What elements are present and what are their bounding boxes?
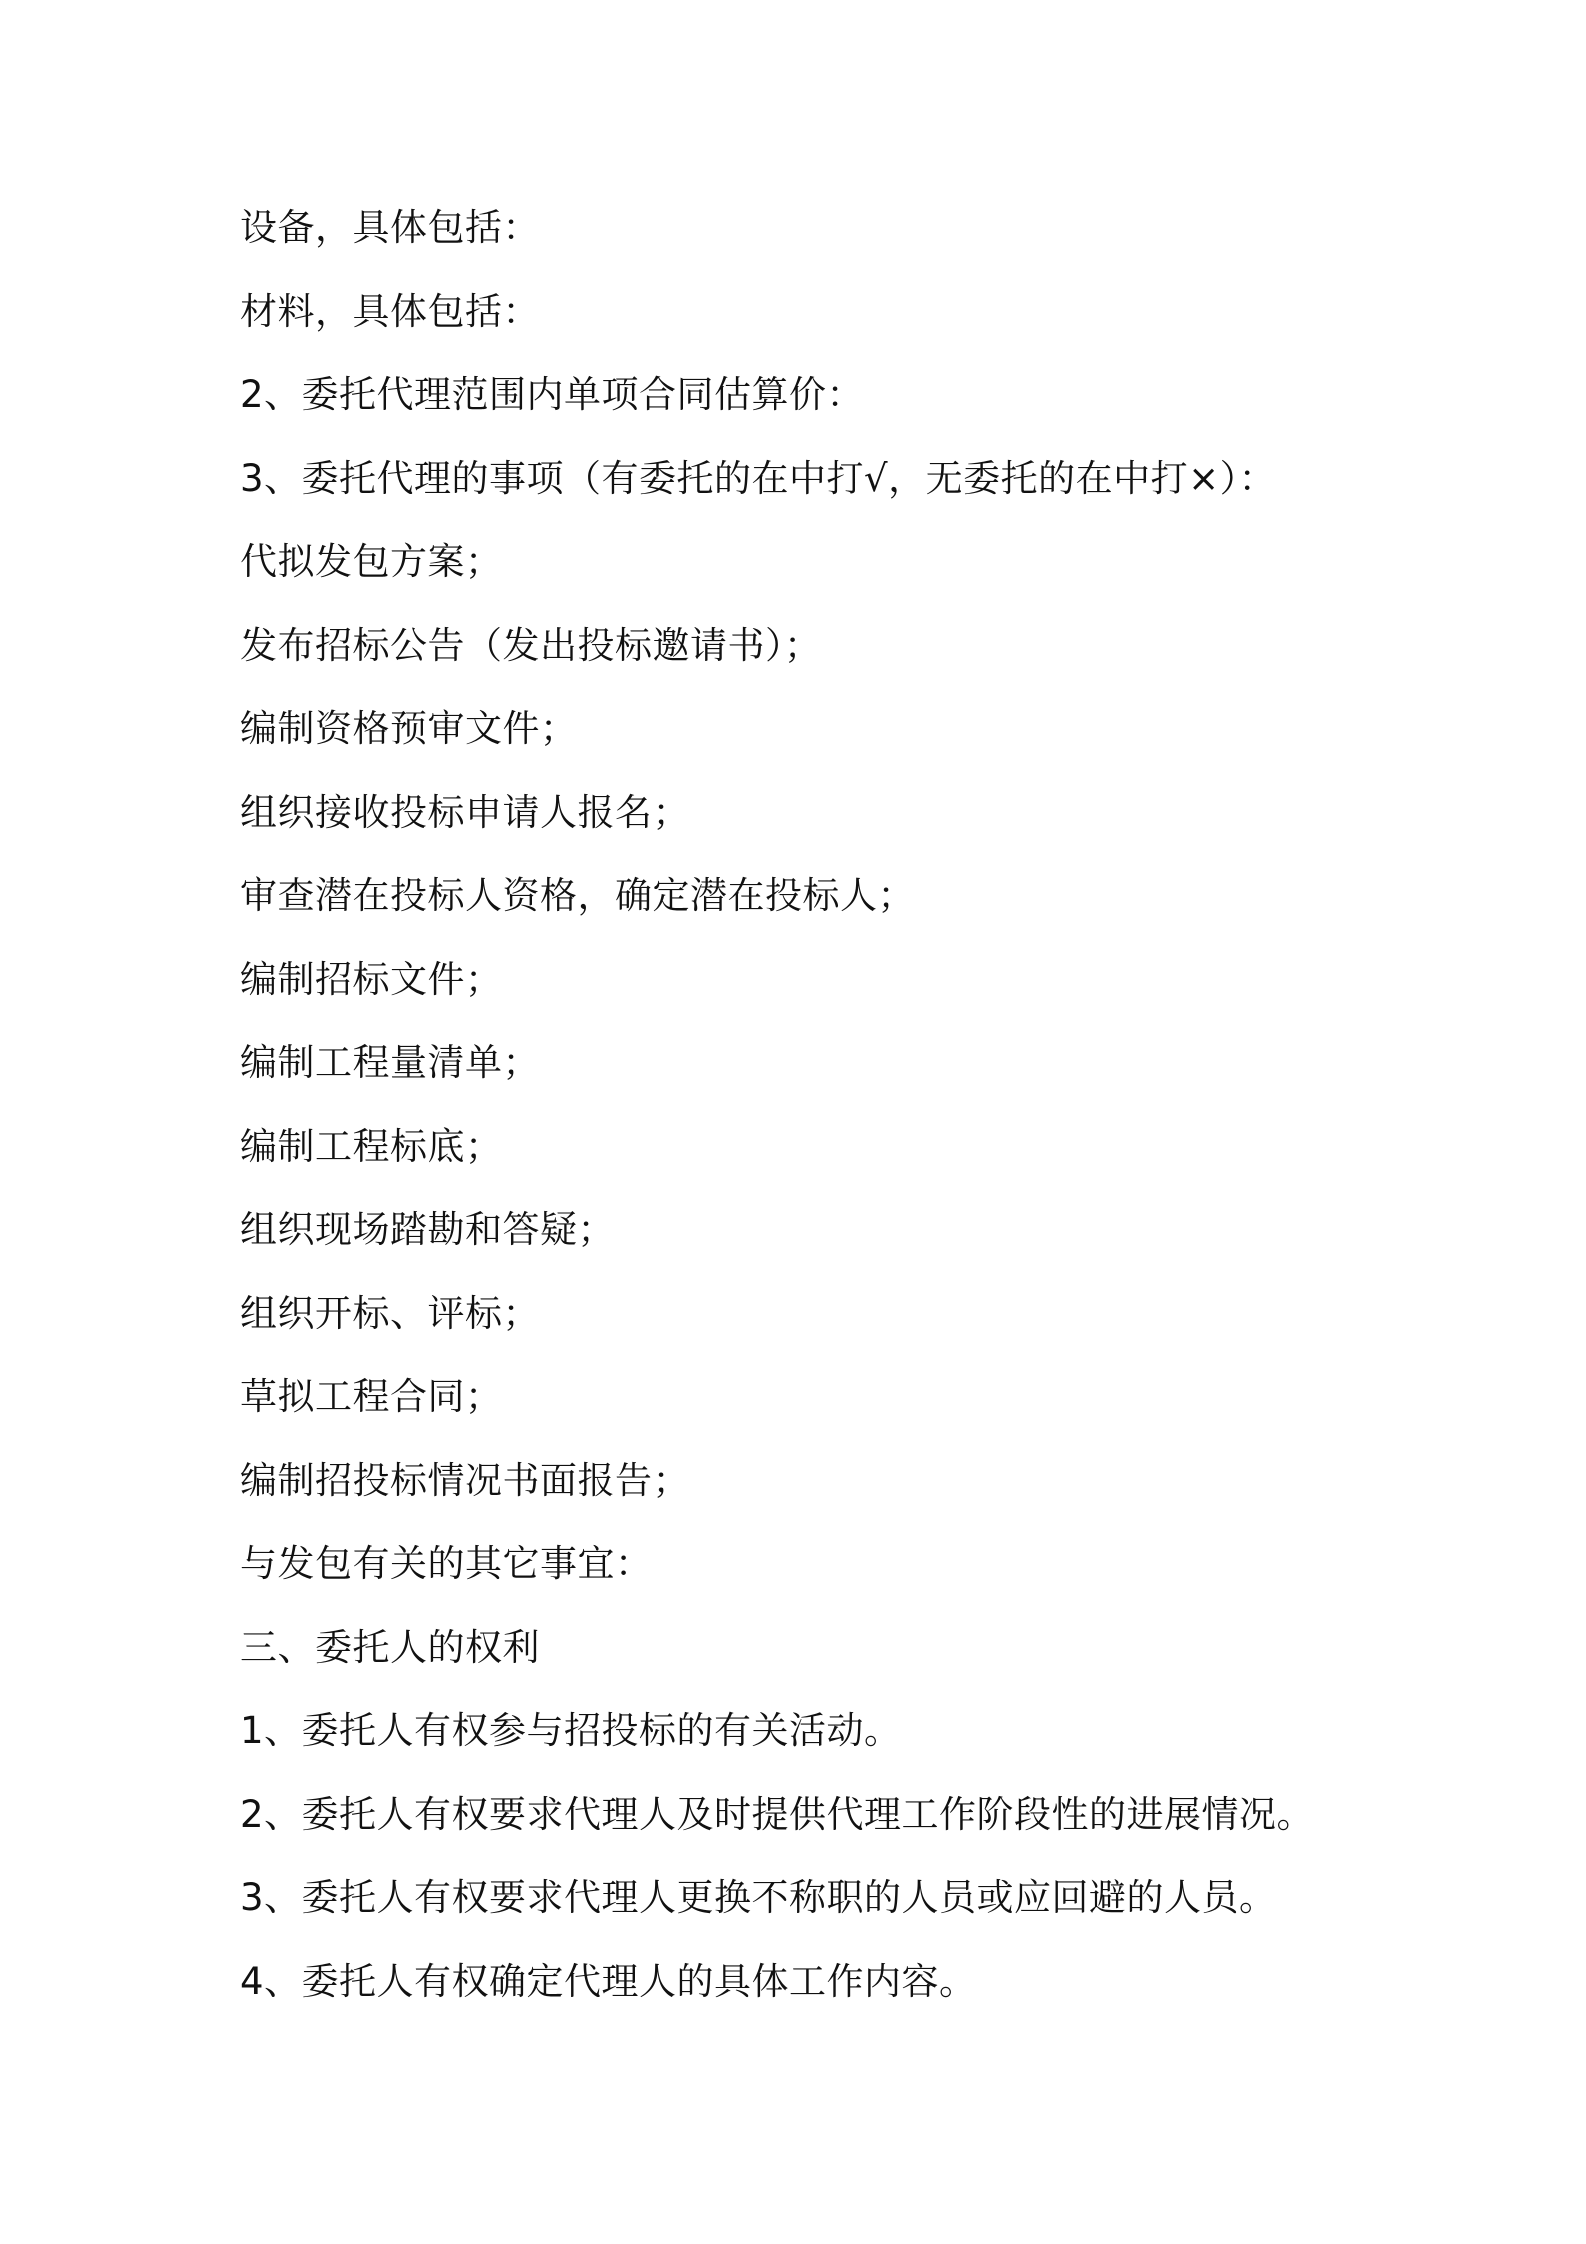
- text-line-publish-tender-notice: 发布招标公告（发出投标邀请书）；: [240, 623, 822, 667]
- text-line-bidder-registration: 组织接收投标申请人报名；: [240, 790, 690, 834]
- text-line-item-3-entrusted-matters: 3、委托代理的事项（有委托的在中打√，无委托的在中打×）：: [240, 456, 1277, 500]
- text-line-materials: 材料，具体包括：: [240, 289, 540, 333]
- text-line-other-matters: 与发包有关的其它事宜：: [240, 1542, 653, 1585]
- section-heading-principal-rights: 三、委托人的权利: [240, 1625, 540, 1669]
- text-line-equipment: 设备，具体包括：: [240, 206, 540, 249]
- text-line-right-3: 3、委托人有权要求代理人更换不称职的人员或应回避的人员。: [240, 1876, 1277, 1919]
- text-line-bill-of-quantities: 编制工程量清单；: [240, 1041, 540, 1084]
- text-line-tender-base-price: 编制工程标底；: [240, 1124, 503, 1168]
- text-line-right-2: 2、委托人有权要求代理人及时提供代理工作阶段性的进展情况。: [240, 1792, 1315, 1836]
- text-line-bid-opening-evaluation: 组织开标、评标；: [240, 1291, 540, 1335]
- text-line-right-4: 4、委托人有权确定代理人的具体工作内容。: [240, 1959, 977, 2003]
- text-line-draft-contract: 草拟工程合同；: [240, 1375, 503, 1418]
- text-line-written-report: 编制招投标情况书面报告；: [240, 1458, 690, 1502]
- text-line-site-visit-and-qa: 组织现场踏勘和答疑；: [240, 1208, 615, 1251]
- text-line-item-2-contract-estimate: 2、委托代理范围内单项合同估算价：: [240, 373, 865, 416]
- document-body: [240, 196, 1380, 2033]
- text-line-right-1: 1、委托人有权参与招投标的有关活动。: [240, 1709, 902, 1752]
- text-line-tender-documents: 编制招标文件；: [240, 957, 503, 1001]
- text-line-draft-contracting-plan: 代拟发包方案；: [240, 540, 503, 583]
- text-line-prequalification-docs: 编制资格预审文件；: [240, 707, 578, 750]
- text-line-review-bidder-qualification: 审查潜在投标人资格，确定潜在投标人；: [240, 874, 915, 917]
